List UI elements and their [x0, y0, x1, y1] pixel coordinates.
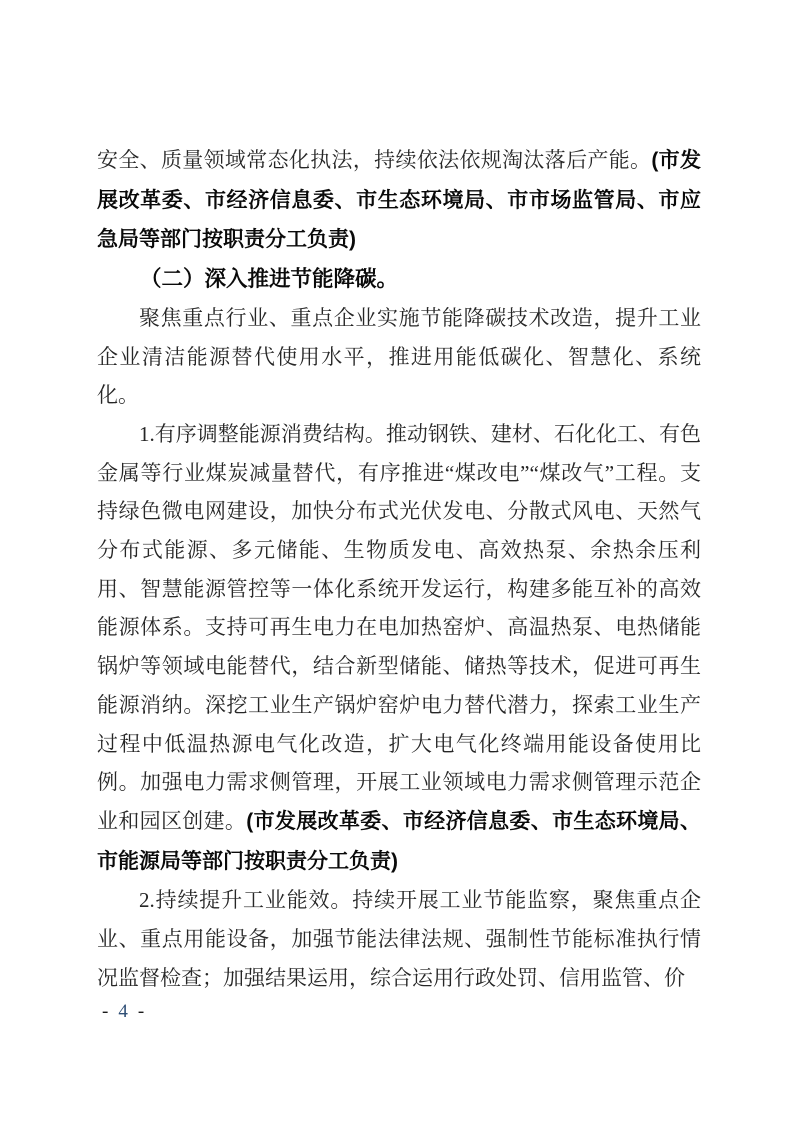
page-number — [102, 998, 145, 1026]
body-text: 1.有序调整能源消费结构。推动钢铁、建材、石化化工、有色金属等行业煤炭减量替代，有序推进“煤改电”“煤改气”工程。支持绿色微电网建设，加快分布式光伏发电、分散式风电、天然气分布式能源、多元储能、生物质发电、高效热泵、余热余压利用、智慧能源管控等一体化系统开发运行，构建多能互补的高效能源体系。支持可再生电力在电加热窑炉、高温热泵、电热储能锅炉等领域电能替代，结合新型储能、储热等技术，促进可再生能源消纳。深挖工业生产锅炉窑炉电力替代潜力，探索工业生产过程中低温热源电气化改造，扩大电气化终端用能设备使用比例。加强电力需求侧管理，开展工业领域电力需求侧管理示范企业和园区创建。 — [97, 421, 701, 833]
body-text: 安全、质量领域常态化执法，持续依法依规淘汰落后产能。 — [97, 148, 652, 172]
page-number-value: 4 — [118, 1001, 129, 1022]
responsibility-clause: (市发展改革委、市经济信息委、市生态环境局、市市场监管局、市应急局等部门按职责分工负责) — [97, 149, 701, 252]
page-number-right-dash: - — [137, 1001, 146, 1022]
page-number-left-dash: - — [102, 1001, 110, 1022]
paragraph-intro: 聚焦重点行业、重点企业实施节能降碳技术改造，提升工业企业清洁能源替代使用水平，推进用能低碳化、智慧化、系统化。 — [97, 305, 701, 408]
responsibility-clause: (市发展改革委、市经济信息委、市生态环境局、市能源局等部门按职责分工负责) — [97, 809, 701, 873]
paragraph-continuation — [97, 141, 701, 260]
paragraph-item-1 — [97, 415, 701, 881]
document-body — [97, 141, 701, 997]
section-heading: （二）深入推进节能降碳。 — [140, 267, 399, 292]
paragraph-item-2: 2.持续提升工业能效。持续开展工业节能监察，聚焦重点企业、重点用能设备，加强节能法律法规、强制性节能标准执行情况监督检查；加强结果运用，综合运用行政处罚、信用监管、价 — [97, 888, 701, 990]
